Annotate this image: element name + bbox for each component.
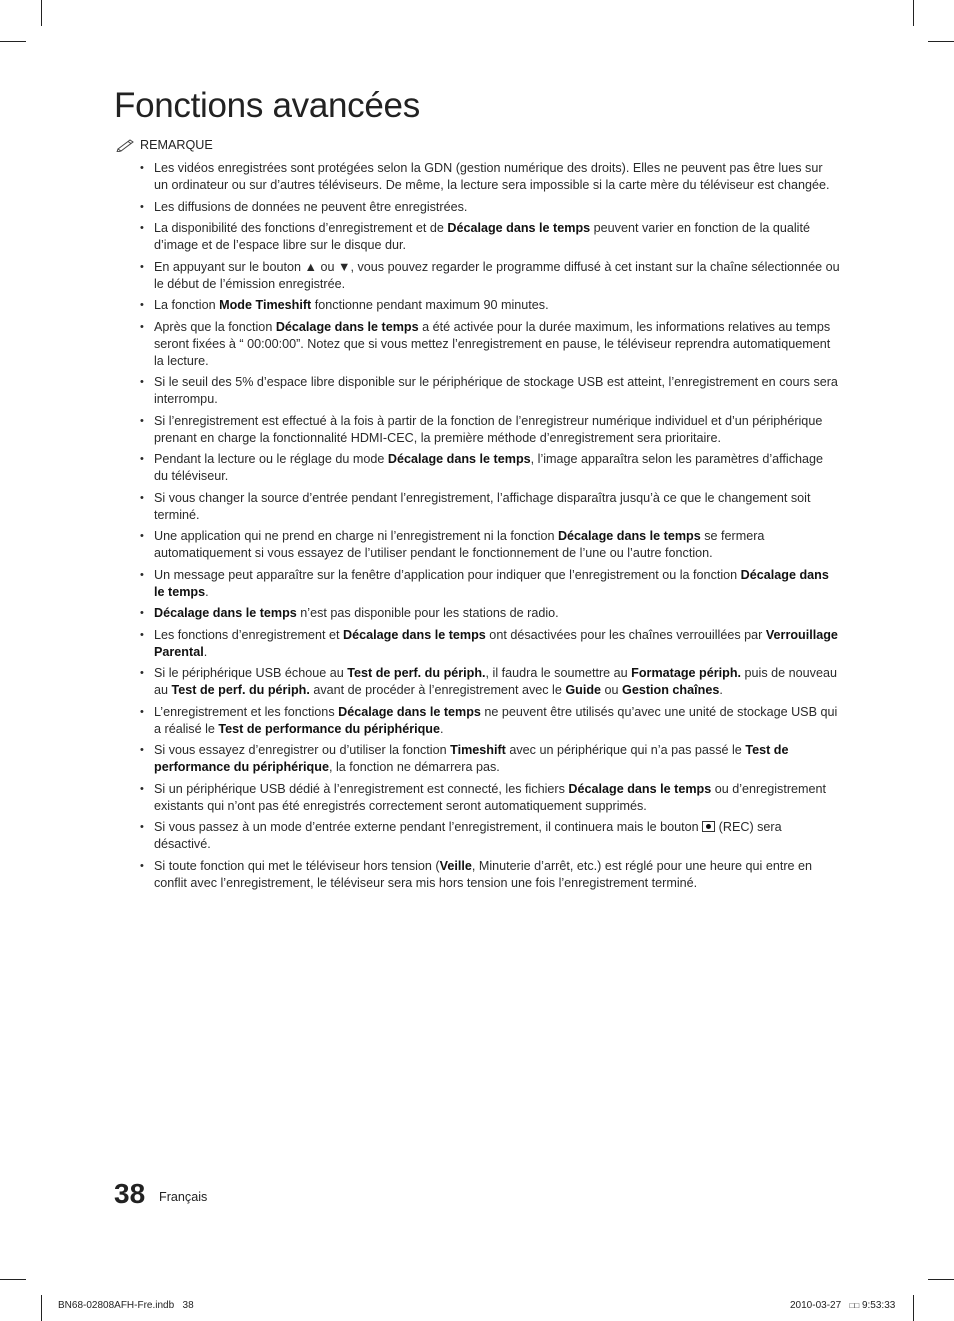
crop-mark — [0, 1279, 26, 1280]
note-emphasis: Test de performance du périphérique — [218, 721, 441, 736]
note-text: , la fonction ne démarrera pas. — [328, 760, 500, 774]
note-text: Si l’enregistrement est effectué à la fois à partir de la fonction de l’enregistreur numérique individuel et d’un périphérique prenant en charge la fonctionnalité HDMI-CEC, la première méthode d’enregistrement sera prioritaire. — [154, 413, 823, 445]
note-text: Les vidéos enregistrées sont protégées selon la GDN (gestion numérique des droits). Elles ne peuvent pas être lues sur un ordinateur ou sur d’autres téléviseurs. De même, la lecture sera impossible si la carte mère du téléviseur est changée. — [154, 161, 830, 192]
note-item — [140, 490, 840, 524]
note-emphasis: Décalage dans le temps — [154, 567, 829, 599]
crop-mark — [913, 0, 914, 26]
note-emphasis: Décalage dans le temps — [343, 627, 486, 642]
note-item — [140, 742, 840, 776]
note-text: L’enregistrement et les fonctions — [154, 704, 339, 719]
bullet-icon: • — [140, 453, 144, 465]
note-item — [140, 319, 840, 370]
note-emphasis: Décalage dans le temps — [154, 606, 297, 620]
rec-button-icon — [702, 821, 715, 832]
note-item — [140, 451, 840, 485]
note-text: n’est pas disponible pour les stations de radio. — [296, 606, 559, 620]
note-text: avant de procéder à l’enregistrement avec le — [309, 683, 566, 697]
note-text: . — [719, 683, 723, 697]
note-text: a été activée pour la durée maximum, les informations relatives au temps seront fixées à “ 00:00:00”. Notez que si vous mettez l’enregistrement en pause, le téléviseur reprendra automatiquement la lecture. — [154, 319, 831, 368]
note-item — [140, 605, 840, 622]
note-text: Si le périphérique USB échoue au — [154, 666, 348, 680]
bullet-icon: • — [140, 260, 144, 273]
note-item — [140, 665, 840, 699]
note-text: avec un périphérique qui n’a pas passé le — [505, 743, 746, 757]
print-slug-file: BN68-02808AFH-Fre.indb 38 — [58, 1300, 194, 1311]
note-text: . — [203, 644, 208, 659]
note-emphasis: Décalage dans le temps — [387, 452, 531, 466]
note-text: ou d’enregistrement existants qui n’ont pas été enregistrés correctement seront automatiquement supprimés. — [154, 781, 827, 813]
note-emphasis: Mode Timeshift — [219, 298, 312, 312]
note-text: Pendant la lecture ou le réglage du mode — [154, 452, 388, 466]
page-language: Français — [159, 1190, 208, 1204]
note-text: Si un périphérique USB dédié à l’enregistrement est connecté, les fichiers — [154, 781, 569, 796]
bullet-icon: • — [140, 299, 144, 311]
note-emphasis: Test de perf. du périph. — [347, 666, 486, 680]
crop-mark — [913, 1295, 914, 1321]
note-text: Si toute fonction qui met le téléviseur hors tension ( — [154, 858, 440, 873]
note-item — [140, 528, 840, 562]
notes-list — [140, 160, 840, 896]
bullet-icon: • — [140, 744, 144, 756]
note-item — [140, 259, 840, 293]
note-item — [140, 567, 840, 601]
note-heading — [116, 138, 213, 152]
note-text: ne peuvent être utilisés qu’avec une unité de stockage USB qui a réalisé le — [154, 704, 838, 736]
pencil-note-icon — [116, 138, 136, 152]
bullet-icon: • — [140, 782, 144, 795]
note-text: La fonction — [154, 298, 220, 312]
note-emphasis: Guide — [565, 683, 602, 697]
bullet-icon: • — [140, 859, 144, 872]
note-emphasis: Décalage dans le temps — [557, 529, 701, 543]
page-title: Fonctions avancées — [114, 86, 420, 125]
note-item — [140, 704, 840, 738]
note-emphasis: Gestion chaînes — [622, 683, 720, 697]
note-text: ou — [601, 683, 623, 697]
note-text: se fermera automatiquement si vous essayez de l’utiliser pendant le fonctionnement de l’une ou l’autre fonction. — [154, 529, 765, 560]
note-text: , Minuterie d’arrêt, etc.) est réglé pour une heure qui entre en conflit avec l’enregistrement, le téléviseur sera mis hors tension une fois l’enregistrement terminé. — [154, 858, 813, 890]
note-label: REMARQUE — [140, 138, 213, 152]
note-item — [140, 160, 840, 194]
note-item — [140, 220, 840, 254]
note-text: Une application qui ne prend en charge ni l’enregistrement ni la fonction — [154, 529, 558, 543]
note-emphasis: Décalage dans le temps — [338, 704, 481, 719]
note-text: Si vous passez à un mode d’entrée externe pendant l’enregistrement, il continuera mais le bouton — [154, 820, 703, 834]
crop-mark — [928, 1279, 954, 1280]
note-emphasis: Test de perf. du périph. — [171, 683, 310, 697]
note-text: puis de nouveau au — [154, 666, 837, 697]
bullet-icon: • — [140, 628, 144, 641]
note-text: La disponibilité des fonctions d’enregistrement et de — [154, 221, 448, 235]
note-text: Un message peut apparaître sur la fenêtre d’application pour indiquer que l’enregistrement ou la fonction — [154, 567, 741, 582]
note-item — [140, 627, 840, 661]
bullet-icon: • — [140, 821, 144, 833]
note-text: Les fonctions d’enregistrement et — [154, 627, 344, 642]
bullet-icon: • — [140, 705, 144, 718]
page-number: 38 — [114, 1178, 146, 1209]
note-text: . — [440, 721, 444, 736]
bullet-icon: • — [140, 414, 144, 427]
bullet-icon: • — [140, 162, 144, 174]
note-text: Si vous essayez d’enregistrer ou d’utiliser la fonction — [154, 743, 451, 757]
note-item — [140, 297, 840, 314]
crop-mark — [928, 41, 954, 42]
bullet-icon: • — [140, 491, 144, 504]
note-item — [140, 858, 840, 892]
bullet-icon: • — [140, 667, 144, 679]
note-text: . — [205, 584, 209, 599]
note-text: Si le seuil des 5% d’espace libre disponible sur le périphérique de stockage USB est atteint, l’enregistrement en cours sera interrompu. — [154, 375, 838, 406]
note-text: En appuyant sur le bouton ▲ ou ▼, vous pouvez regarder le programme diffusé à cet instant sur la chaîne sélectionnée ou le début de l’émission enregistrée. — [154, 259, 840, 291]
crop-mark — [41, 1295, 42, 1321]
note-text: fonctionne pendant maximum 90 minutes. — [311, 298, 549, 312]
note-item — [140, 374, 840, 408]
note-text: Si vous changer la source d’entrée pendant l’enregistrement, l’affichage disparaîtra jusqu’à ce que le changement soit terminé. — [154, 490, 811, 522]
note-text: peuvent varier en fonction de la qualité d’image et de l’espace libre sur le disque dur. — [154, 221, 810, 252]
bullet-icon: • — [140, 530, 144, 542]
note-emphasis: Test de performance du périphérique — [154, 743, 789, 774]
note-text: , l’image apparaîtra selon les paramètres d’affichage du téléviseur. — [154, 452, 824, 483]
note-text: (REC) sera désactivé. — [154, 820, 782, 851]
bullet-icon: • — [140, 607, 144, 619]
bullet-icon: • — [140, 320, 144, 333]
note-item — [140, 199, 840, 216]
note-emphasis: Timeshift — [450, 743, 506, 757]
note-emphasis: Décalage dans le temps — [447, 221, 591, 235]
note-emphasis: Verrouillage Parental — [154, 627, 838, 659]
note-emphasis: Décalage dans le temps — [275, 319, 419, 334]
crop-mark — [41, 0, 42, 26]
note-text: Après que la fonction — [154, 319, 276, 334]
note-text: ont désactivées pour les chaînes verrouillées par — [485, 627, 766, 642]
note-item — [140, 413, 840, 447]
note-emphasis: Veille — [439, 858, 472, 873]
note-emphasis: Formatage périph. — [631, 666, 742, 680]
note-item — [140, 781, 840, 815]
bullet-icon: • — [140, 376, 144, 388]
print-slug-date: 2010-03-27 □□ 9:53:33 — [790, 1300, 896, 1311]
crop-mark — [0, 41, 26, 42]
note-text: , il faudra le soumettre au — [485, 666, 632, 680]
bullet-icon: • — [140, 568, 144, 581]
note-text: Les diffusions de données ne peuvent être enregistrées. — [154, 199, 468, 214]
note-item — [140, 819, 840, 853]
bullet-icon: • — [140, 200, 144, 213]
note-emphasis: Décalage dans le temps — [568, 781, 712, 796]
bullet-icon: • — [140, 222, 144, 234]
